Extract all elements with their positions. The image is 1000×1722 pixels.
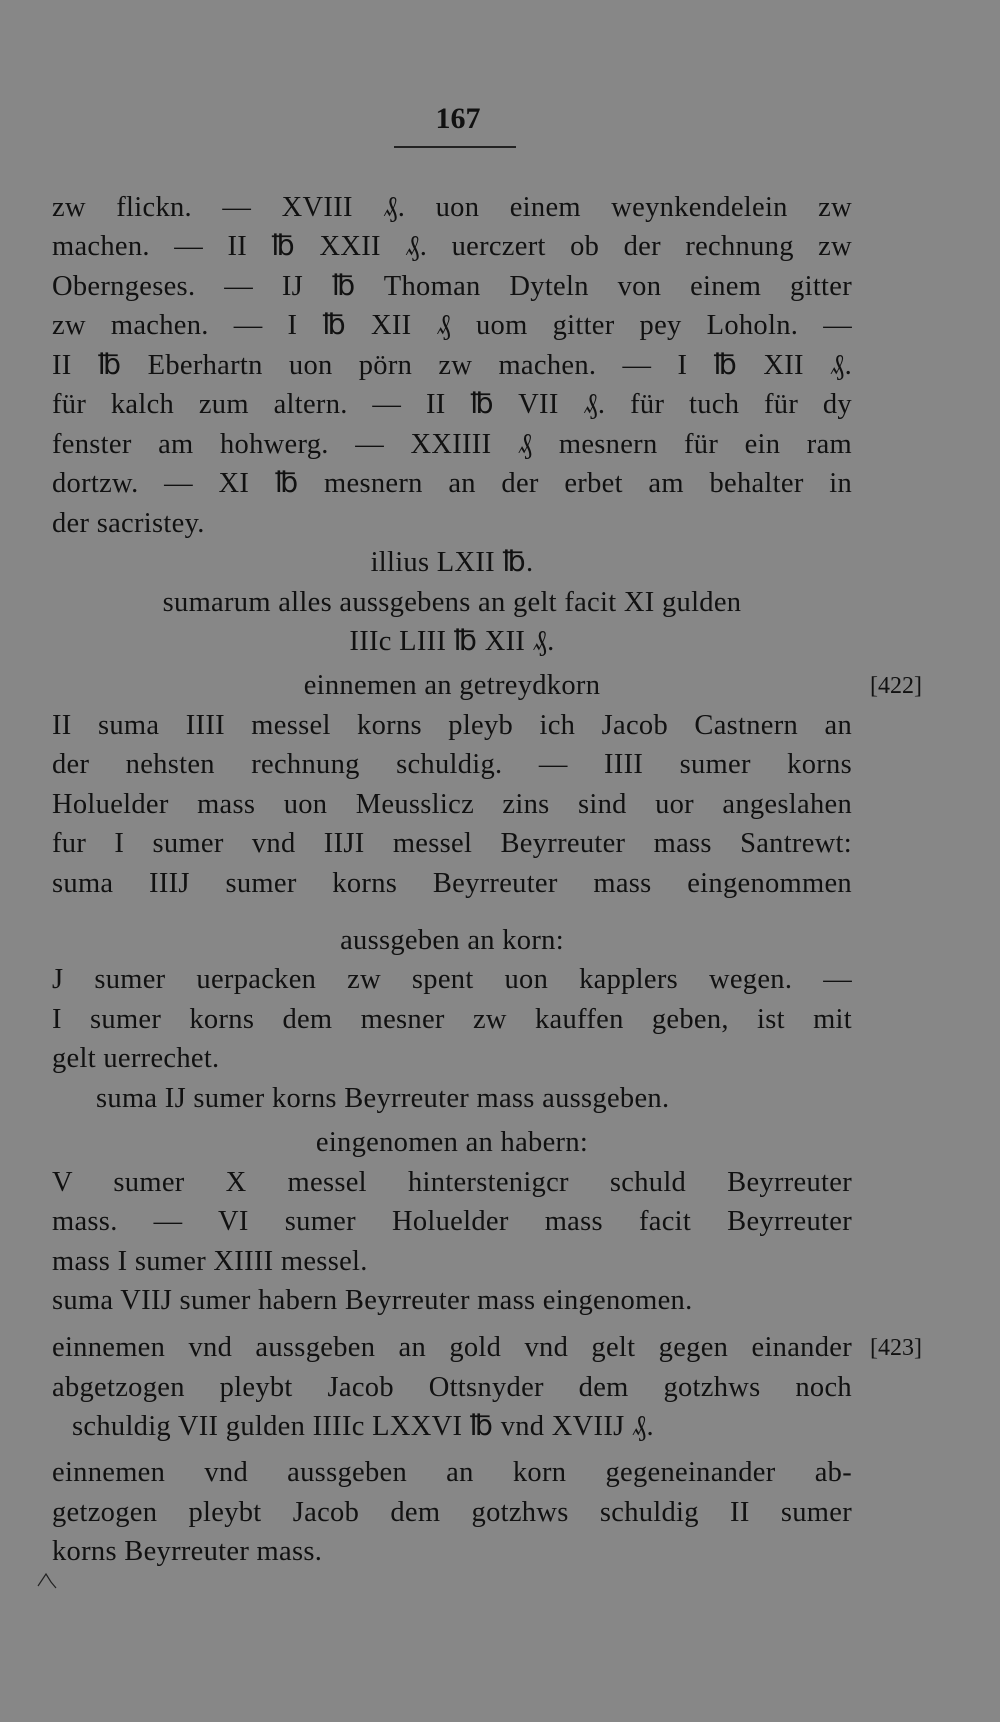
- text-line: fur I sumer vnd IIJI messel Beyrreuter mass Santrewt:: [52, 828, 852, 859]
- text-line: einnemen vnd aussgeben an gold vnd gelt gegen einander: [52, 1332, 852, 1363]
- section-heading: aussgeben an korn:: [340, 925, 564, 956]
- text-line: II suma IIII messel korns pleyb ich Jacob Castnern an: [52, 710, 852, 741]
- section-total: illius LXII ℔.: [370, 547, 534, 578]
- section-heading: eingenomen an habern:: [315, 1127, 589, 1158]
- text-line: suma IIIJ sumer korns Beyrreuter mass eingenommen: [52, 868, 852, 899]
- section-total: suma VIIJ sumer habern Beyrreuter mass eingenomen.: [52, 1285, 693, 1316]
- text-line: I sumer korns dem mesner zw kauffen geben, ist mit: [52, 1004, 852, 1035]
- text-line: zw machen. — I ℔ XII ₰ uom gitter pey Loholn. —: [52, 310, 852, 341]
- scan-mark: [36, 1568, 66, 1590]
- page-number: 167: [435, 102, 481, 135]
- section-total: sumarum alles aussgebens an gelt facit XI gulden: [162, 587, 742, 618]
- section-total: suma IJ sumer korns Beyrreuter mass aussgeben.: [96, 1083, 670, 1114]
- text-line: J sumer uerpacken zw spent uon kapplers wegen. —: [52, 964, 852, 995]
- text-line: schuldig VII gulden IIIIc LXXVI ℔ vnd XVIIJ ₰.: [72, 1411, 654, 1442]
- text-line: Holuelder mass uon Meusslicz zins sind uor angeslahen: [52, 789, 852, 820]
- text-line: V sumer X messel hinterstenigcr schuld Beyrreuter: [52, 1167, 852, 1198]
- section-total: IIIc LIII ℔ XII ₰.: [349, 626, 555, 657]
- text-line: für kalch zum altern. — II ℔ VII ₰. für tuch für dy: [52, 389, 852, 420]
- margin-note: [423]: [870, 1335, 922, 1361]
- section-heading: einnemen an getreydkorn: [303, 670, 601, 701]
- text-line: mass I sumer XIIII messel.: [52, 1246, 368, 1277]
- text-line: II ℔ Eberhartn uon pörn zw machen. — I ℔ XII ₰.: [52, 350, 852, 381]
- text-line: abgetzogen pleybt Jacob Ottsnyder dem gotzhws noch: [52, 1372, 852, 1403]
- text-line: getzogen pleybt Jacob dem gotzhws schuldig II sumer: [52, 1497, 852, 1528]
- text-line: der nehsten rechnung schuldig. — IIII sumer korns: [52, 749, 852, 780]
- page-number-rule: [394, 146, 516, 148]
- text-line: korns Beyrreuter mass.: [52, 1536, 323, 1567]
- text-line: einnemen vnd aussgeben an korn gegeneinander ab-: [52, 1457, 852, 1488]
- text-line: gelt uerrechet.: [52, 1043, 220, 1074]
- text-line: machen. — II ℔ XXII ₰. uerczert ob der rechnung zw: [52, 231, 852, 262]
- text-line: mass. — VI sumer Holuelder mass facit Beyrreuter: [52, 1206, 852, 1237]
- margin-note: [422]: [870, 673, 922, 699]
- text-line: der sacristey.: [52, 508, 205, 539]
- text-line: fenster am hohwerg. — XXIIII ₰ mesnern für ein ram: [52, 429, 852, 460]
- text-line: zw flickn. — XVIII ₰. uon einem weynkendelein zw: [52, 192, 852, 223]
- text-line: Oberngeses. — IJ ℔ Thoman Dyteln von einem gitter: [52, 271, 852, 302]
- text-line: dortzw. — XI ℔ mesnern an der erbet am behalter in: [52, 468, 852, 499]
